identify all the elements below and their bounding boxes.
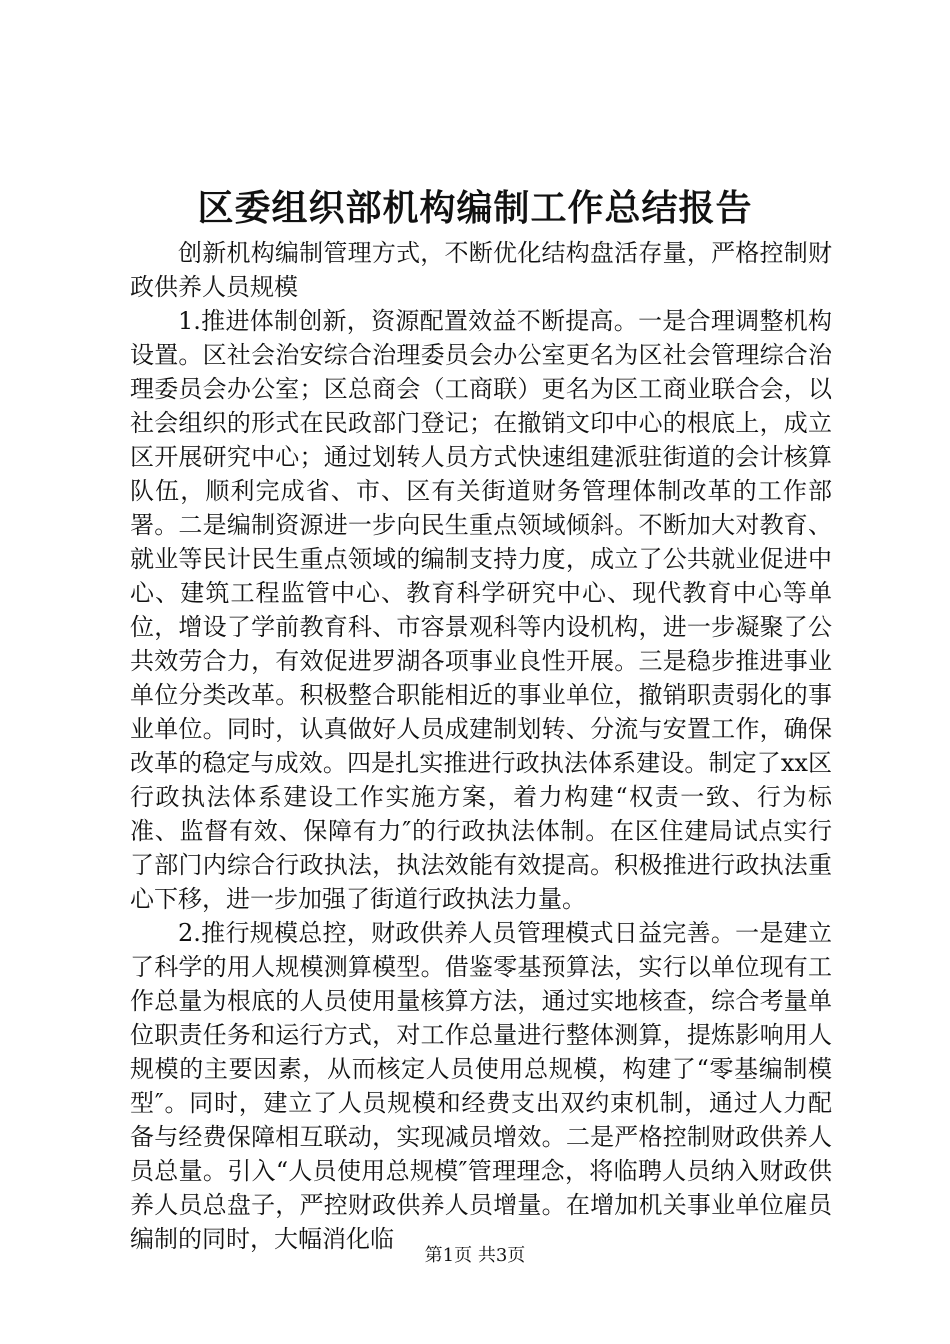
paragraph-section-2: 2.推行规模总控，财政供养人员管理模式日益完善。一是建立了科学的用人规模测算模型。借鉴零基预算法，实行以单位现有工作总量为根底的人员使用量核算方法，通过实地核查，综合考量单位职责任务和运行方式，对工作总量进行整体测算，提炼影响用人规模的主要因素，从而核定人员使用总规模，构建了“零基编制模型″。同时，建立了人员规模和经费支出双约束机制，通过人力配备与经费保障相互联动，实现减员增效。二是严格控制财政供养人员总量。引入“人员使用总规模″管理理念，将临聘人员纳入财政供养人员总盘子，严控财政供养人员增量。在增加机关事业单位雇员编制的同时，大幅消化临: [130, 919, 832, 1253]
page-number-footer: 第1页 共3页: [424, 1245, 526, 1266]
paragraph-section-1: 1.推进体制创新，资源配置效益不断提高。一是合理调整机构设置。区社会治安综合治理委员会办公室更名为区社会管理综合治理委员会办公室；区总商会（工商联）更名为区工商业联合会，以社会组织的形式在民政部门登记；在撤销文印中心的根底上，成立区开展研究中心；通过划转人员方式快速组建派驻街道的会计核算队伍，顺利完成省、市、区有关街道财务管理体制改革的工作部署。二是编制资源进一步向民生重点领域倾斜。不断加大对教育、就业等民计民生重点领域的编制支持力度，成立了公共就业促进中心、建筑工程监管中心、教育科学研究中心、现代教育中心等单位，增设了学前教育科、市容景观科等内设机构，进一步凝聚了公共效劳合力，有效促进罗湖各项事业良性开展。三是稳步推进事业单位分类改革。积极整合职能相近的事业单位，撤销职责弱化的事业单位。同时，认真做好人员成建制划转、分流与安置工作，确保改革的稳定与成效。四是扎实推进行政执法体系建设。制定了xx区行政执法体系建设工作实施方案，着力构建“权责一致、行为标准、监督有效、保障有力″的行政执法体制。在区住建局试点实行了部门内综合行政执法，执法效能有效提高。积极推进行政执法重心下移，进一步加强了街道行政执法力量。: [130, 307, 832, 913]
paragraph-intro: 创新机构编制管理方式，不断优化结构盘活存量，严格控制财政供养人员规模: [130, 239, 832, 301]
document-body: [130, 236, 832, 1256]
document-title: 区委组织部机构编制工作总结报告: [197, 187, 753, 229]
